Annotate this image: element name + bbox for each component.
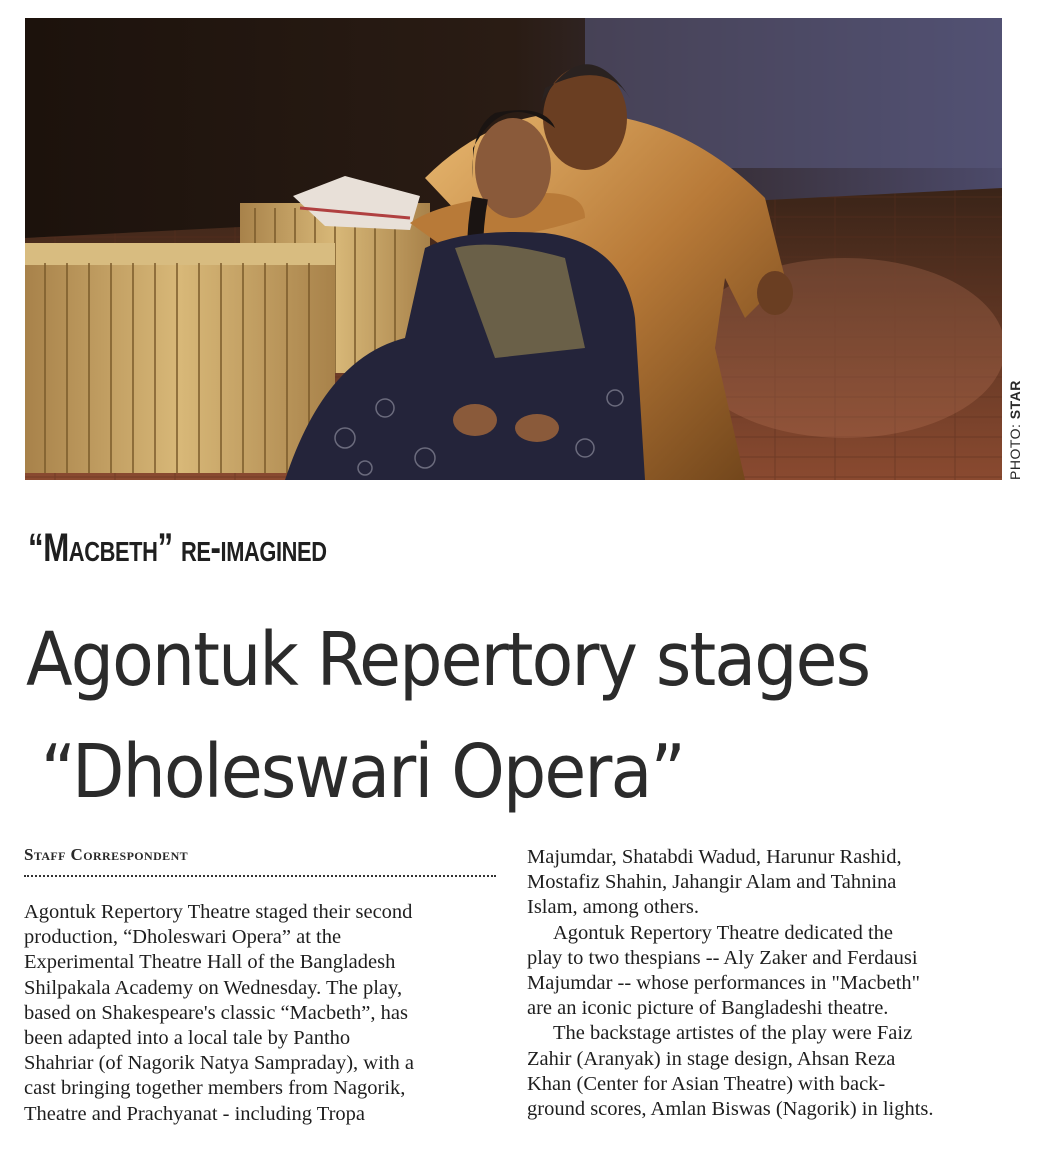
body-line: Theatre and Prachyanat - including Tropa	[24, 1102, 366, 1125]
body-line: based on Shakespeare's classic “Macbeth”, has	[24, 1001, 408, 1024]
headline	[26, 604, 937, 828]
byline-divider	[24, 875, 496, 877]
article-photo	[25, 18, 1002, 480]
body-line: Experimental Theatre Hall of the Bangladesh	[24, 951, 396, 974]
body-line: Shahriar (of Nagorik Natya Sampraday), with a	[24, 1052, 414, 1075]
body-line: Agontuk Repertory Theatre staged their second	[24, 901, 413, 923]
headline-line-1: Agontuk Repertory stages	[26, 617, 870, 703]
body-line: ground scores, Amlan Biswas (Nagorik) in lights.	[527, 1098, 934, 1121]
photo-credit: PHOTO: STAR	[1007, 380, 1023, 480]
body-line: Agontuk Repertory Theatre dedicated the	[553, 921, 894, 944]
body-line: been adapted into a local tale by Pantho	[24, 1027, 351, 1050]
body-line: Zahir (Aranyak) in stage design, Ahsan Reza	[527, 1047, 896, 1070]
body-line: The backstage artistes of the play were Faiz	[553, 1022, 913, 1045]
body-line: Majumdar, Shatabdi Wadud, Harunur Rashid,	[527, 846, 902, 868]
body-line: Khan (Center for Asian Theatre) with back-	[527, 1072, 886, 1095]
column-1	[24, 900, 504, 1127]
body-line: production, “Dholeswari Opera” at the	[24, 926, 342, 949]
kicker: “Macbeth” re-imagined	[28, 526, 327, 570]
body-line: Islam, among others.	[527, 896, 699, 919]
body-line: play to two thespians -- Aly Zaker and Ferdausi	[527, 946, 918, 969]
column-2	[527, 845, 1007, 1122]
body-line: Mostafiz Shahin, Jahangir Alam and Tahnina	[527, 871, 897, 894]
body-line: cast bringing together members from Nagorik,	[24, 1077, 406, 1100]
headline-line-2: “Dholeswari Opera”	[40, 729, 684, 815]
body-line: are an iconic picture of Bangladeshi theatre.	[527, 997, 889, 1020]
body-line: Shilpakala Academy on Wednesday. The play,	[24, 976, 403, 999]
body-line: Majumdar -- whose performances in "Macbeth"	[527, 972, 921, 995]
byline: Staff Correspondent	[24, 845, 189, 864]
